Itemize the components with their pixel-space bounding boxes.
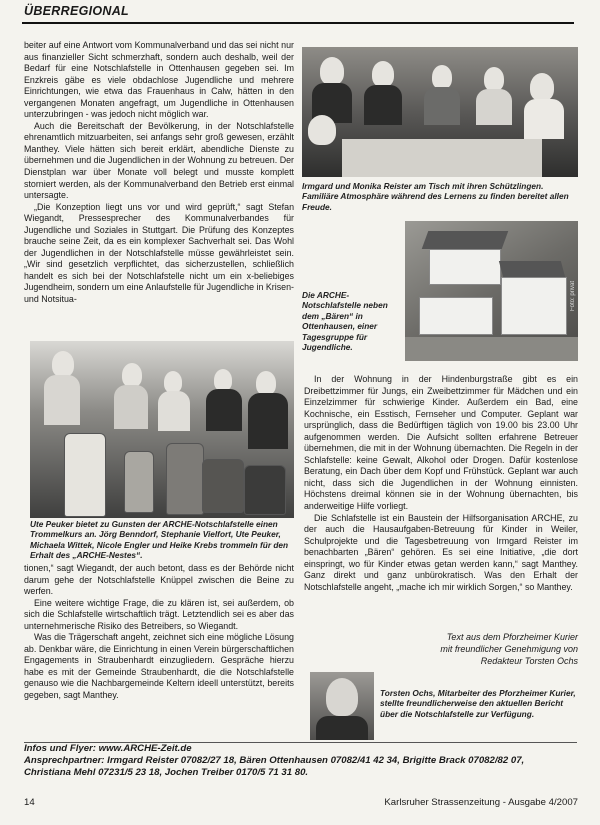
section-title: ÜBERREGIONAL [24,4,129,18]
section-header [22,4,574,24]
left-column-top [24,40,294,306]
right-column [304,374,578,593]
paragraph: tionen,“ sagt Wiegandt, der auch betont, dass es der Behörde nicht darum gehe der Notschlafstelle Knüppel zwischen die Beine zu werfen. [24,563,294,597]
paragraph: Auch die Bereitschaft der Bevölkerung, in der Notschlafstelle ehrenamtlich mitzuarbeiten, sei anfangs sehr groß gewesen, erzählt Manthey. Viele hätten sich bereit erklärt, abendliche Dienste zu übernehmen und die Jugendlichen in der Wohnung zu betreuen. Der Dienstplan war über Monate voll belegt und musste komplett storniert werden, als der Kommunalverband den Betrieb erst einmal untersagte. [24,120,294,201]
caption-photo2: Die ARCHE-Notschlafstelle neben dem „Bären“ in Ottenhausen, einer Tagesgruppe für Jugendliche. [302,290,388,353]
photo-watermark: Foto: privat [570,281,576,312]
photo-group-at-table [302,47,578,177]
caption-photo1: Irmgard und Monika Reister am Tisch mit ihren Schützlingen. Familiäre Atmosphäre während des Lernens zu finden bereitet allen Freude. [302,181,569,212]
credit-line: Redakteur Torsten Ochs [480,655,578,666]
photo-arche-house [405,221,578,361]
photo-drum-workshop [30,341,294,518]
credit-line: Text aus dem Pforzheimer Kurier [446,632,578,642]
page-number: 14 [24,797,35,808]
left-column-bottom [24,563,294,702]
info-contacts: Ansprechpartner: Irmgard Reister 07082/27 18, Bären Ottenhausen 07082/41 42 34, Brigitte Brack 07082/82 07, [24,755,525,767]
caption-photo3: Ute Peuker bietet zu Gunsten der ARCHE-Notschlafstelle einen Trommelkurs an. Jörg Benndorf, Stephanie Vielfort, Ute Peuker, Michaela Wittek, Nicole Engler und Heike Krebs trommeln für den Erhalt des „ARCHE-Nestes“. [30,519,289,561]
caption-photo4: Torsten Ochs, Mitarbeiter des Pforzheimer Kurier, stellte freundlicherweise den aktuellen Bericht über die Notschlafstelle zur Verfügung. [380,688,576,719]
credit-line: mit freundlicher Genehmigung von [440,643,578,654]
paragraph: „Die Konzeption liegt uns vor und wird geprüft,“ sagt Stefan Wiegandt, Pressesprecher des Kommunalverbandes für Jugendliche und Soziales in Stuttgart. Die Prüfung des Konzeptes brauche seine Zeit, da es ein komplexer Sachverhalt sei. Das Wohl der Jugendlichen in der Notschlafstelle müsse gewährleistet sein. „Wir sind gesetzlich verpflichtet, das sicherzustellen, schließlich handelt es sich bei der Notschlafstelle nicht um ein x-beliebiges Jugendheim, sondern um eine Anlaufstelle für Jugendliche in Krisen- und Notsitua- [24,201,294,305]
paragraph: beiter auf eine Antwort vom Kommunalverband und das sei nicht nur aus finanzieller Sicht schmerzhaft, sondern auch deshalb, weil der Bedarf für eine Notschlafstelle in Ottenhausen gegeben sei. Im Enzkreis gäbe es viele obdachlose Jugendliche und mehrere Einrichtungen, wie etwa das Frauenhaus in Calw, hätten in den vergangenen Monaten angefragt, um Jugendliche in Ottenhausen unterzubringen - was jedoch nicht möglich war. [24,40,294,120]
paragraph: Die Schlafstelle ist ein Baustein der Hilfsorganisation ARCHE, zu der auch die Hausaufgaben-Betreuung für Kinder in Weiler, Schulprojekte und die Tagesbetreuung von Irmgard Reister im benachbarten „Bären“ gehören. Es sei eine Initiative, „die dort einspringt, wo für Kinder etwas getan werden kann,“ sagt Manthey. Ganz direkt und ganz unbürokratisch. Was den Erhalt der Notschlafstelle angeht, „mache ich mir wirklich Sorgen,“ so Manthey. [304,512,578,592]
paragraph: In der Wohnung in der Hindenburgstraße gibt es ein Dreibettzimmer für Jungs, ein Zweibettzimmer für Mädchen und ein Einzelzimmer für schwierige Kinder. Außerdem ein Bad, eine Kochnische, ein Esstisch, Fernseher und Computer. Geplant war ursprünglich, dass die Bedürftigen täglich von 19.00 bis 23.00 Uhr aufgenommen werden. Die Aufsicht sollten erfahrene Betreuer übernehmen, die mit in der Wohnung übernachten. Die Regeln in der Schlafstelle: keine Gewalt, Alkohol oder Drogen. Dafür kostenlose Beratung, ein Dach über dem Kopf und Frühstück. Geplant war auch nicht, dass sich die Jugendlichen in der Wohnung einnisten. Höchstens dreimal können sie in der Wohnung übernachten, bis anderweitige Hilfe vorliegt. [304,374,578,512]
info-website[interactable]: Infos und Flyer: www.ARCHE-Zeit.de [24,743,192,754]
info-box [24,742,577,779]
paragraph: Was die Trägerschaft angeht, zeichnet sich eine mögliche Lösung ab. Denkbar wäre, die Einrichtung in einen Verein bürgerschaftlichen Engagements in Straubenhardt einzugliedern. Gespräche hierzu habe es mit der Gemeinde Straubenhardt, die die Notschlafstelle genauso wie die Nachbargemeinde Keltern ideell unterstützt, bereits gegeben, sagt Manthey. [24,632,294,701]
info-contacts-cont: Christiana Mehl 07231/5 23 18, Jochen Treiber 0170/5 71 31 80. [24,767,309,779]
paragraph: Eine weitere wichtige Frage, die zu klären ist, sei außerdem, ob sich die Schlafstelle wirtschaftlich trägt. Letztendlich sei es aber das unternehmerische Risiko des Betreibers, so Wiegandt. [24,597,294,631]
credit-block [304,632,578,667]
publication-name: Karlsruher Strassenzeitung - Ausgabe 4/2007 [384,797,578,808]
photo-portrait-torsten-ochs [310,672,374,740]
